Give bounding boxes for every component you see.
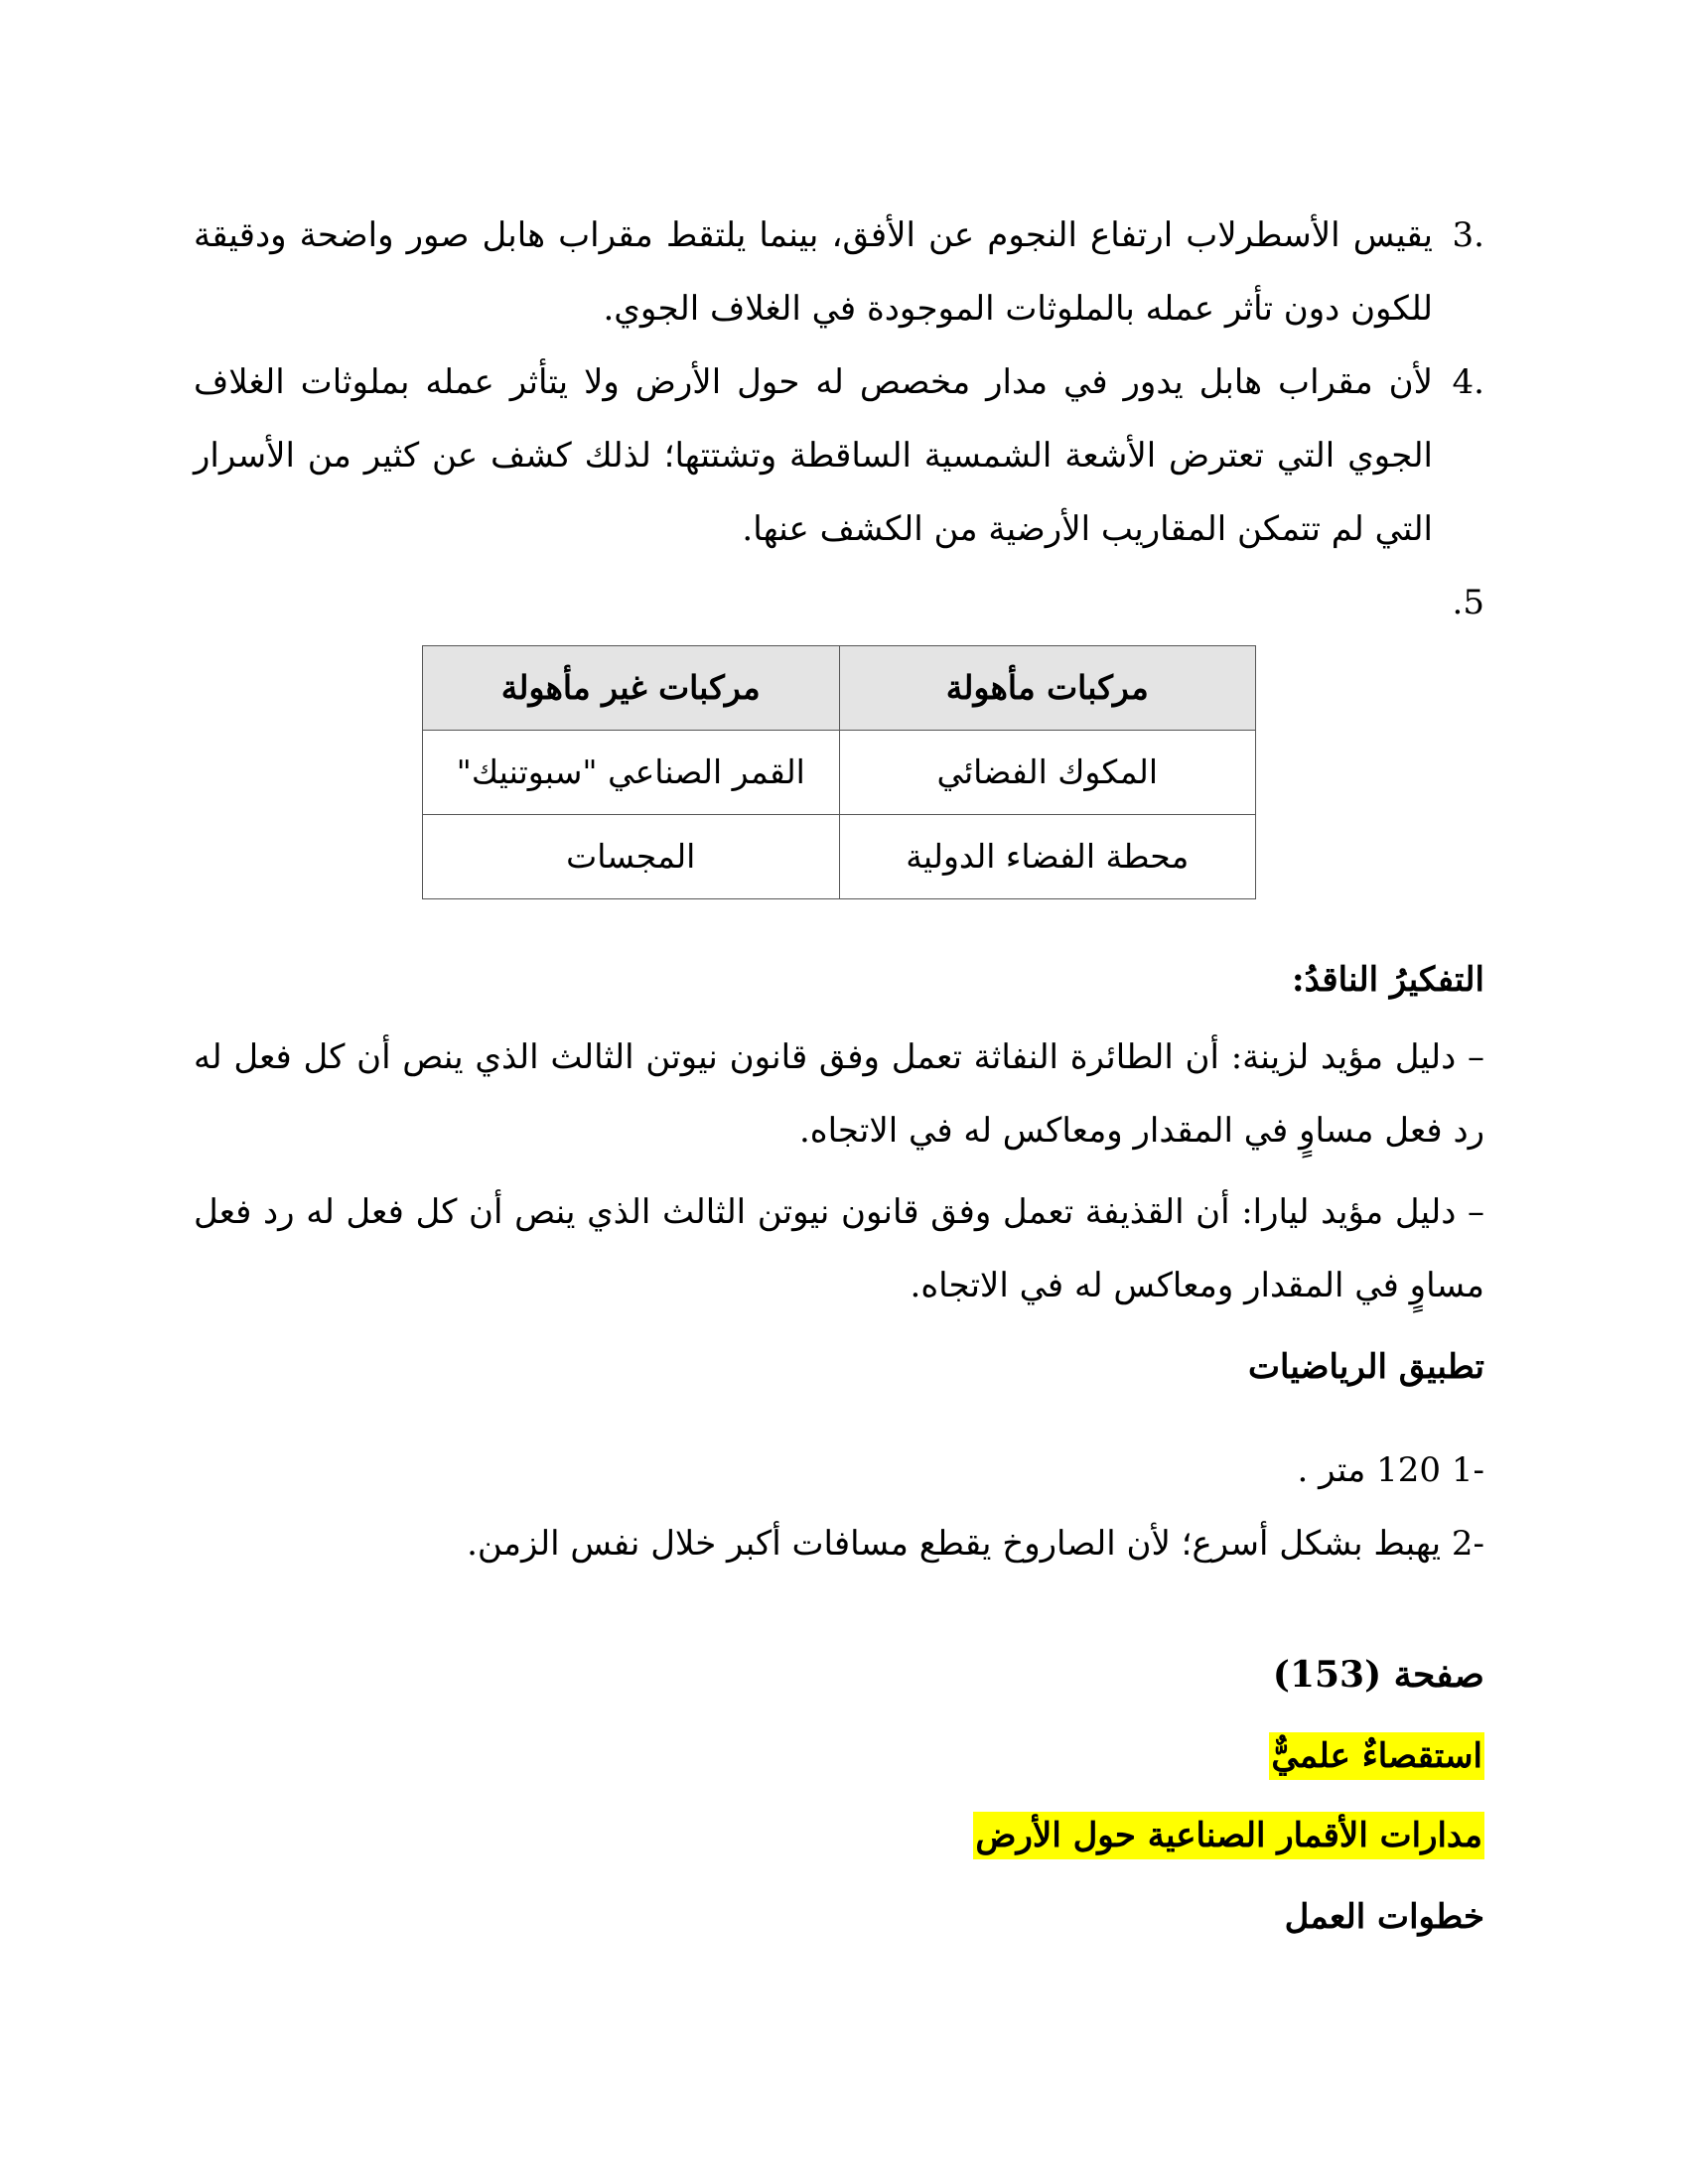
steps-heading: خطوات العمل	[1284, 1897, 1484, 1937]
table-cell: المكوك الفضائي	[839, 731, 1256, 815]
document-page	[194, 199, 1484, 1954]
highlighted-title-orbits: مدارات الأقمار الصناعية حول الأرض	[973, 1812, 1484, 1859]
page-number: (153)	[1272, 1654, 1382, 1696]
item-text: لأن مقراب هابل يدور في مدار مخصص له حول الأرض ولا يتأثر عمله بملوثات الغلاف الجوي التي تعترض الأشعة الشمسية الساقطة وتشتتها؛ لذلك كشف عن كثير من الأسرار التي لم تتمكن المقاريب الأرضية من الكشف عنها.	[194, 362, 1433, 549]
answer-text: متر .	[1297, 1450, 1366, 1490]
answer-item-4	[194, 345, 1484, 566]
header-crewed: مركبات مأهولة	[839, 646, 1256, 731]
math-answer-1	[194, 1433, 1484, 1507]
vehicles-table	[422, 645, 1256, 899]
item-number: 4.	[1452, 362, 1484, 402]
header-uncrewed: مركبات غير مأهولة	[423, 646, 840, 731]
table-row	[423, 815, 1256, 899]
answer-number: 2-	[1451, 1524, 1484, 1564]
item-text: يقيس الأسطرلاب ارتفاع النجوم عن الأفق، بينما يلتقط مقراب هابل صور واضحة ودقيقة للكون دون تأثر عمله بالملوثات الموجودة في الغلاف الجوي.	[194, 215, 1433, 329]
highlight-row-1	[194, 1719, 1484, 1793]
item-number: 3.	[1452, 215, 1484, 255]
table-cell: محطة الفضاء الدولية	[839, 815, 1256, 899]
evidence-zeina: – دليل مؤيد لزينة: أن الطائرة النفاثة تعمل وفق قانون نيوتن الثالث الذي ينص أن كل فعل له رد فعل مساوٍ في المقدار ومعاكس له في الاتجاه.	[194, 1037, 1484, 1151]
critical-thinking-heading: التفكيرُ الناقدُ:	[1292, 960, 1484, 1000]
item-number-5: .5	[1452, 583, 1484, 622]
math-answer-2	[194, 1507, 1484, 1580]
table-cell: القمر الصناعي "سبوتنيك"	[423, 731, 840, 815]
page-reference	[194, 1638, 1484, 1711]
page-label: صفحة	[1393, 1654, 1484, 1696]
table-header-row	[423, 646, 1256, 731]
evidence-yara: – دليل مؤيد ليارا: أن القذيفة تعمل وفق قانون نيوتن الثالث الذي ينص أن كل فعل له رد فعل مساوٍ في المقدار ومعاكس له في الاتجاه.	[194, 1192, 1484, 1305]
answer-number: 1-	[1451, 1450, 1484, 1490]
highlighted-title-inquiry: استقصاءٌ علميٌّ	[1269, 1732, 1484, 1780]
answer-item-3	[194, 199, 1484, 345]
table-cell: المجسات	[423, 815, 840, 899]
table-row	[423, 731, 1256, 815]
highlight-row-2	[194, 1799, 1484, 1872]
math-heading: تطبيق الرياضيات	[1248, 1347, 1484, 1387]
answer-text: يهبط بشكل أسرع؛ لأن الصاروخ يقطع مسافات أكبر خلال نفس الزمن.	[467, 1524, 1442, 1564]
answer-value: 120	[1376, 1450, 1442, 1490]
